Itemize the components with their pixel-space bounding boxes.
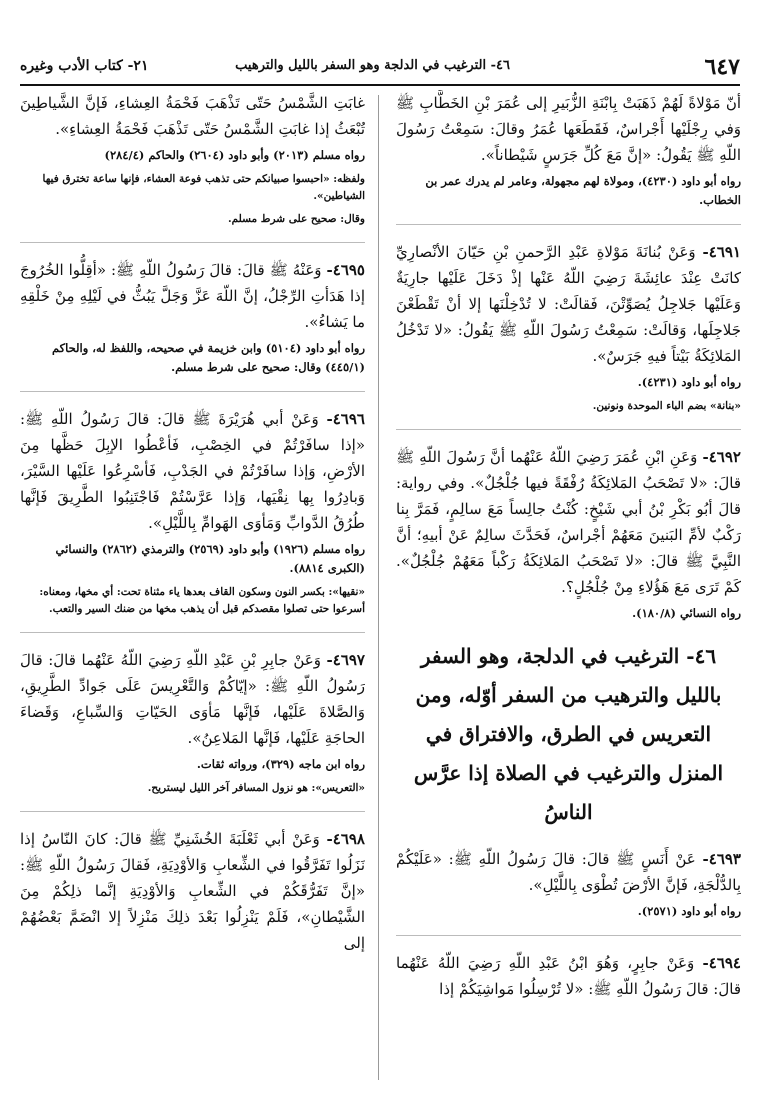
hadith-text: وَعَنْ أبي ثَعْلَبَةَ الخُشَنِيِّ ﷺ قالَ: كانَ النّاسُ إذا نَزَلُوا تَفَرَّقُوا في الشِّعابِ وَالأوْدِيَةِ، فَقالَ رَسُولُ اللّهِ ﷺ: «إنَّ تَفَرُّقَكُمْ في الشِّعابِ وَالأوْدِيَةِ إنَّما ذلِكُمْ مِنَ الشَّيْطانِ»، فَلَمْ يَنْزِلُوا بَعْدَ ذلِكَ مَنْزِلاً إلا انْضَمَّ بَعْضُهُمْ إلى [20,830,365,952]
hadith-number: ٤٦٩٢- [702,448,741,466]
hadith-4691 [396,239,741,415]
hadith-text: وَعَنْ أبي هُرَيْرَةَ ﷺ قالَ: قالَ رَسُولُ اللّهِ ﷺ: «إذا سافَرْتُمْ في الخِصْبِ، فَأعْطُوا الإبِلَ حَظَّها مِنَ الأرْضِ، وَإذا سافَرْتُمْ في الجَدْبِ، فَأسْرِعُوا عَلَيْها السَّيْرَ، وَبادِرُوا بِها نِقْيَها، وَإذا عَرَّسْتُمْ فَاجْتَنِبُوا الطَّرِيقَ فَإنَّها طُرُقُ الدَّوابِّ وَمَأوَى الهَوامِّ بِاللَّيْلِ». [20,410,365,532]
hadith-4697 [20,647,365,797]
column-divider [378,95,379,1080]
hadith-note: «التعريس»: هو نزول المسافر آخر الليل ليستريح. [147,782,365,794]
page-number: ٦٤٧ [704,54,740,80]
hadith-4698 [20,826,365,956]
page-header [20,50,740,86]
hadith-4693 [396,846,741,921]
hadith-number: ٤٦٩٣- [702,850,741,868]
hadith-source: رواه أبو داود (٢٥٧١). [637,904,741,918]
hadith-note: «بنانة» بضم الباء الموحدة ونونين. [592,400,741,412]
running-chapter-title: ٤٦- الترغيب في الدلجة وهو السفر بالليل والترهيب [235,58,510,73]
hadith-source: رواه مسلم (١٩٢٦) وأبو داود (٢٥٦٩) والترمذي (٢٨٦٢) والنسائي (الكبرى ٨٨١٤). [55,542,365,575]
hadith-number: ٤٦٩٨- [326,830,365,848]
hadith-text: وَعَنْ بُنانَةَ مَوْلاةِ عَبْدِ الرَّحمنِ بْنِ حَيّانَ الأنْصارِيِّ كانَتْ عِنْدَ عائِشَةَ رَضِيَ اللّهُ عَنْها إذْ دَخَلَ عَلَيْها جارِيَةٌ وَعَلَيْها جَلاجِلُ يُصَوِّتْنَ، فَقالَتْ: لا تُدْخِلْنَها إلا أنْ تَقْطَعْنَ جَلاجِلَها، وَقالَتْ: سَمِعْتُ رَسُولَ اللّهِ ﷺ يَقُولُ: «لا تَدْخُلُ المَلائِكَةُ بَيْتاً فيهِ جَرَسٌ». [396,243,741,365]
left-column [20,90,365,1080]
right-column [396,90,741,1080]
hadith-source: رواه أبو داود (٤٢٣٠)، ومولاة لهم مجهولة، وعامر لم يدرك عمر بن الخطاب. [425,174,741,207]
hadith-4692 [396,444,741,623]
separator [20,391,365,392]
hadith-grading: وقال: صحيح على شرط مسلم. [228,213,365,225]
separator [20,632,365,633]
hadith-text: أنّ مَوْلاةً لَهُمْ ذَهَبَتْ بِابْنَةِ الزُّبَيرِ إلى عُمَرَ بْنِ الخَطَّابِ ﷺ وَفي رِجْلَيْها أَجْراسٌ، فَقَطَعَها عُمَرُ وقالَ: سَمِعْتُ رَسُولَ اللّهِ ﷺ يَقُولُ: «إنَّ مَعَ كُلِّ جَرَسٍ شَيْطاناً». [396,94,741,164]
hadith-number: ٤٦٩٥- [326,261,365,279]
hadith-number: ٤٦٩١- [702,243,741,261]
hadith-text: وَعَنِ ابْنِ عُمَرَ رَضِيَ اللّهُ عَنْهُما أنَّ رَسُولَ اللّهِ ﷺ قالَ: «لا تَصْحَبُ المَلائِكَةُ رُفْقَةً فيها جُلْجُلٌ». وفي رواية: قالَ أبُو بَكْرِ بْنُ أبي شَيْخٍ: كُنْتُ جالِساً مَعَ سالِمٍ، فَمَرَّ بِنا رَكْبٌ لأمِّ البَنينَ مَعَهُمْ أجْراسٌ، فَحَدَّثَ سالِمٌ عَنْ أبيهِ؛ أنَّ النَّبِيَّ ﷺ قالَ: «لا تَصْحَبُ المَلائِكَةُ رَكْباً مَعَهُمْ جُلْجُلٌ». كَمْ تَرَى مَعَ هَؤُلاءِ مِنْ جُلْجُلٍ؟. [396,448,741,596]
hadith-source: رواه أبو داود (٤٢٣١). [637,375,741,389]
separator [396,429,741,430]
hadith-4695 [20,257,365,377]
chapter-title: ٤٦- الترغيب في الدلجة، وهو السفر بالليل والترهيب من السفر أوّله، ومن التعريس في الطرق، والافتراق في المنزل والترغيب في الصلاة إذا عرَّس الناسُ [413,644,724,824]
hadith-continuation [396,90,741,210]
hadith-source: رواه مسلم (٢٠١٣) وأبو داود (٢٦٠٤) والحاكم (٢٨٤/٤) [104,148,365,162]
separator [20,811,365,812]
hadith-text: وَعَنْ جابِرٍ، وَهُوَ ابْنُ عَبْدِ اللّهِ رَضِيَ اللّهُ عَنْهُما قالَ: قالَ رَسُولُ اللّهِ ﷺ: «لا تُرْسِلُوا مَواشِيَكُمْ إذا [396,954,741,998]
hadith-number: ٤٦٩٧- [326,651,365,669]
hadith-text: وَعَنْ جابِرِ بْنِ عَبْدِ اللّهِ رَضِيَ اللّهُ عَنْهُما قالَ: قالَ رَسُولُ اللّهِ ﷺ: «إيّاكُمْ وَالتَّعْرِيسَ عَلَى جَوادِّ الطَّرِيقِ، وَالصَّلاةَ عَلَيْها، فَإنَّها مَأوَى الحَيّاتِ وَالسِّباعِ، وَقَضاءَ الحاجَةِ عَلَيْها، فَإنَّها المَلاعِنُ». [20,651,365,747]
hadith-note: «نقيها»: بكسر النون وسكون القاف بعدها ياء مثناة تحت: أي مخها، ومعناه: أسرعوا حتى تصلوا مقصدكم قبل أن يذهب مخها من ضنك السير والتعب. [39,586,365,615]
hadith-4694 [396,950,741,1002]
hadith-text: غابَتِ الشَّمْسُ حَتّى تَذْهَبَ فَحْمَةُ العِشاءِ، فَإنَّ الشَّياطِينَ تُبْعَثُ إذا غابَتِ الشَّمْسُ حَتّى تَذْهَبَ فَحْمَةُ العِشاءِ». [20,94,365,138]
hadith-text: عَنْ أَنَسٍ ﷺ قالَ: قالَ رَسُولُ اللّهِ ﷺ: «عَلَيْكُمْ بِالدُّلْجَةِ، فَإنَّ الأرْضَ تُطْوَى بِاللَّيْلِ». [396,850,741,894]
separator [20,242,365,243]
separator [396,935,741,936]
hadith-text: وَعَنْهُ ﷺ قالَ: قالَ رَسُولُ اللّهِ ﷺ: «أقِلُّوا الخُرُوجَ إذا هَدَأتِ الرِّجْلُ، إنَّ اللّهَ عَزَّ وَجَلَّ يَبُثُّ في لَيْلِهِ مِنْ خَلْقِهِ ما يَشاءُ». [20,261,365,331]
hadith-number: ٤٦٩٤- [702,954,741,972]
hadith-source: رواه أبو داود (٥١٠٤) وابن خزيمة في صحيحه، واللفظ له، والحاكم (٤٤٥/١) وقال: صحيح على شرط مسلم. [52,341,365,374]
hadith-number: ٤٦٩٦- [326,410,365,428]
book-title: ٢١- كتاب الأدب وغيره [20,58,149,74]
hadith-source: رواه النسائي (١٨٠/٨). [632,606,741,620]
hadith-4696 [20,406,365,618]
hadith-source: رواه ابن ماجه (٣٢٩)، ورواته ثقات. [196,757,365,771]
hadith-continuation [20,90,365,228]
separator [396,224,741,225]
hadith-note: ولفظه: «احبسوا صبيانكم حتى تذهب فوعة العشاء، فإنها ساعة تخترق فيها الشياطين». [42,173,365,202]
